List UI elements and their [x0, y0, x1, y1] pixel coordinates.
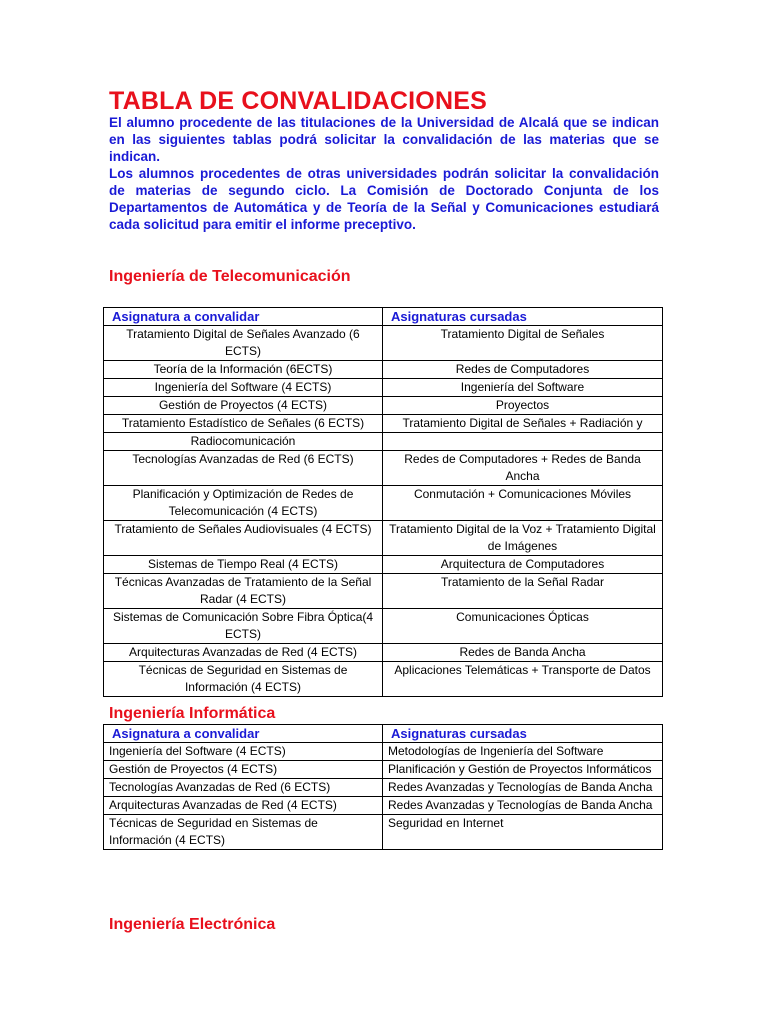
cell-cursadas: Comunicaciones Ópticas: [383, 609, 663, 644]
table-row: [104, 797, 663, 815]
table-row: [104, 779, 663, 797]
cell-asignatura: Arquitecturas Avanzadas de Red (4 ECTS): [104, 797, 383, 815]
heading-electronica: Ingeniería Electrónica: [109, 916, 276, 933]
cell-cursadas: Arquitectura de Computadores: [383, 556, 663, 574]
intro-text: [109, 114, 659, 233]
cell-cursadas: Tratamiento Digital de la Voz + Tratamiento Digital de Imágenes: [383, 521, 663, 556]
cell-asignatura: Tratamiento de Señales Audiovisuales (4 ECTS): [104, 521, 383, 556]
table-row: [104, 662, 663, 697]
column-header-asignaturas-cursadas: Asignaturas cursadas: [383, 725, 663, 743]
cell-cursadas: [383, 433, 663, 451]
cell-asignatura: Gestión de Proyectos (4 ECTS): [104, 761, 383, 779]
table-row: [104, 556, 663, 574]
intro-paragraph-1: El alumno procedente de las titulaciones de la Universidad de Alcalá que se indican en las siguientes tablas podrá solicitar la convalidación de las materias que se indican.: [109, 115, 659, 164]
table-informatica: [103, 724, 663, 850]
cell-cursadas: Redes de Computadores: [383, 361, 663, 379]
column-header-asignaturas-cursadas: Asignaturas cursadas: [383, 308, 663, 326]
cell-cursadas: Metodologías de Ingeniería del Software: [383, 743, 663, 761]
cell-asignatura: Radiocomunicación: [104, 433, 383, 451]
column-header-asignatura-a-convalidar: Asignatura a convalidar: [104, 725, 383, 743]
cell-cursadas: Planificación y Gestión de Proyectos Informáticos: [383, 761, 663, 779]
table-telecomunicacion: [103, 307, 663, 697]
cell-asignatura: Sistemas de Comunicación Sobre Fibra Óptica(4 ECTS): [104, 609, 383, 644]
table-row: [104, 379, 663, 397]
cell-cursadas: Proyectos: [383, 397, 663, 415]
table-row: [104, 415, 663, 433]
cell-asignatura: Ingeniería del Software (4 ECTS): [104, 379, 383, 397]
table-row: [104, 644, 663, 662]
cell-asignatura: Ingeniería del Software (4 ECTS): [104, 743, 383, 761]
cell-asignatura: Técnicas de Seguridad en Sistemas de Información (4 ECTS): [104, 815, 383, 850]
heading-telecomunicacion: Ingeniería de Telecomunicación: [109, 268, 351, 285]
cell-asignatura: Tecnologías Avanzadas de Red (6 ECTS): [104, 451, 383, 486]
table-row: [104, 486, 663, 521]
heading-informatica: Ingeniería Informática: [109, 705, 276, 722]
table-row: [104, 574, 663, 609]
cell-asignatura: Tratamiento Estadístico de Señales (6 ECTS): [104, 415, 383, 433]
cell-cursadas: Ingeniería del Software: [383, 379, 663, 397]
table-row: [104, 609, 663, 644]
table-row: [104, 433, 663, 451]
table-row: [104, 743, 663, 761]
intro-paragraph-2: Los alumnos procedentes de otras universidades podrán solicitar la convalidación de materias de segundo ciclo. La Comisión de Doctorado Conjunta de los Departamentos de Automática y de Teoría de la Señal y Comunicaciones estudiará cada solicitud para emitir el informe preceptivo.: [109, 166, 659, 232]
table-row: [104, 761, 663, 779]
cell-asignatura: Técnicas de Seguridad en Sistemas de Información (4 ECTS): [104, 662, 383, 697]
table-row: [104, 521, 663, 556]
cell-asignatura: Tratamiento Digital de Señales Avanzado (6 ECTS): [104, 326, 383, 361]
table-row: [104, 451, 663, 486]
cell-asignatura: Arquitecturas Avanzadas de Red (4 ECTS): [104, 644, 383, 662]
cell-cursadas: Redes Avanzadas y Tecnologías de Banda Ancha: [383, 797, 663, 815]
cell-asignatura: Teoría de la Información (6ECTS): [104, 361, 383, 379]
cell-cursadas: Redes de Banda Ancha: [383, 644, 663, 662]
cell-cursadas: Redes Avanzadas y Tecnologías de Banda Ancha: [383, 779, 663, 797]
table-header-row: [104, 308, 663, 326]
cell-cursadas: Tratamiento Digital de Señales: [383, 326, 663, 361]
table-header-row: [104, 725, 663, 743]
cell-cursadas: Tratamiento Digital de Señales + Radiación y: [383, 415, 663, 433]
table-row: [104, 361, 663, 379]
table-row: [104, 815, 663, 850]
cell-cursadas: Seguridad en Internet: [383, 815, 663, 850]
column-header-asignatura-a-convalidar: Asignatura a convalidar: [104, 308, 383, 326]
cell-cursadas: Conmutación + Comunicaciones Móviles: [383, 486, 663, 521]
cell-asignatura: Gestión de Proyectos (4 ECTS): [104, 397, 383, 415]
cell-cursadas: Tratamiento de la Señal Radar: [383, 574, 663, 609]
table-row: [104, 326, 663, 361]
cell-cursadas: Aplicaciones Telemáticas + Transporte de Datos: [383, 662, 663, 697]
cell-cursadas: Redes de Computadores + Redes de Banda Ancha: [383, 451, 663, 486]
cell-asignatura: Planificación y Optimización de Redes de Telecomunicación (4 ECTS): [104, 486, 383, 521]
cell-asignatura: Técnicas Avanzadas de Tratamiento de la Señal Radar (4 ECTS): [104, 574, 383, 609]
cell-asignatura: Sistemas de Tiempo Real (4 ECTS): [104, 556, 383, 574]
cell-asignatura: Tecnologías Avanzadas de Red (6 ECTS): [104, 779, 383, 797]
table-row: [104, 397, 663, 415]
page-title: TABLA DE CONVALIDACIONES: [109, 87, 487, 115]
